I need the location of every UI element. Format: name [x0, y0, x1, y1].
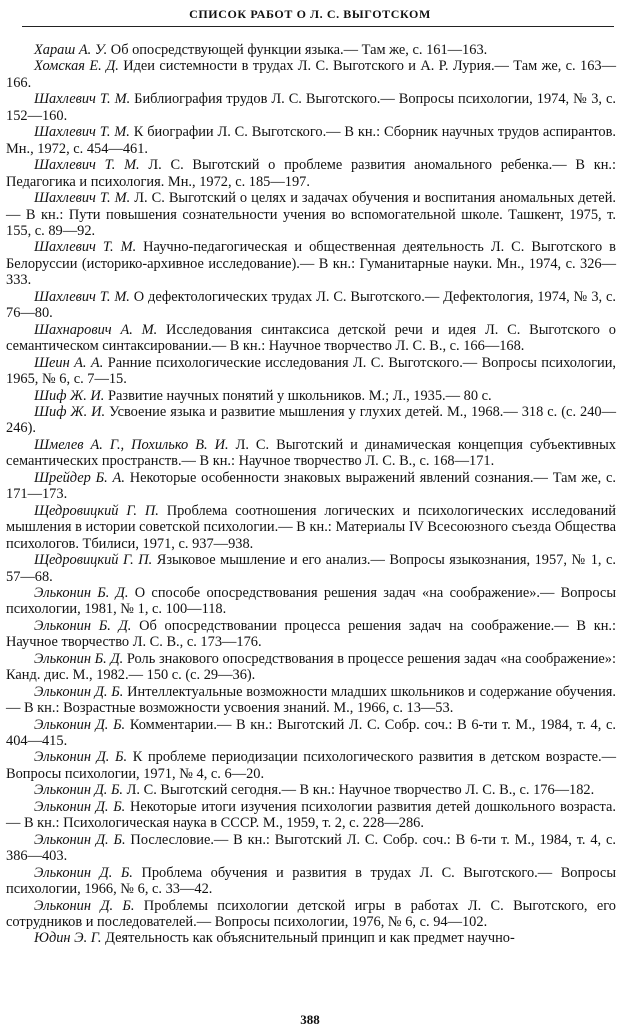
entry-text: Проблема обучения и развития в трудах Л. С. Выготского.— Вопросы психологии, 1966, № 6, с. 33—42.: [6, 864, 616, 898]
running-header: СПИСОК РАБОТ О Л. С. ВЫГОТСКОМ: [189, 7, 431, 21]
entry-author: Хараш А. У.: [34, 42, 108, 58]
entry-text: О способе опосредствования решения задач «на соображение».— Вопросы психологии, 1981, № 1, с. 100—118.: [6, 584, 616, 618]
bibliography-entry: [6, 503, 616, 552]
bibliography-entry: [6, 552, 616, 585]
entry-text: Комментарии.— В кн.: Выготский Л. С. Собр. соч.: В 6-ти т. М., 1984, т. 4, с. 404—415.: [6, 716, 616, 750]
bibliography-entry: [6, 42, 616, 58]
bibliography-entry: [6, 684, 616, 717]
entry-author: Эльконин Д. Б.: [34, 897, 135, 914]
entry-text: Некоторые особенности знаковых выражений явлений сознания.— Там же, с. 171—173.: [6, 469, 616, 503]
entry-author: Шрейдер Б. А.: [34, 469, 125, 486]
entry-author: Щедровицкий Г. П.: [34, 552, 153, 569]
entry-author: Эльконин Б. Д.: [34, 650, 124, 667]
bibliography-entry: [6, 322, 616, 355]
bibliography-entry: [6, 91, 616, 124]
bibliography-entry: [6, 930, 616, 946]
header-rule: [22, 26, 614, 27]
entry-text: Л. С. Выготский о целях и задачах обучения и воспитания аномальных детей.— В кн.: Пути повышения сознательности учения во вспомогательной школе. Ташкент, 1975, т. 155, с. 89—92.: [6, 190, 616, 239]
bibliography-entry: [6, 832, 616, 865]
entry-author: Шахлевич Т. М.: [34, 239, 137, 256]
bibliography-list: [6, 42, 616, 947]
entry-author: Шахнарович А. М.: [34, 321, 158, 338]
entry-text: Л. С. Выготский сегодня.— В кн.: Научное творчество Л. С. В., с. 176—182.: [123, 782, 595, 799]
entry-text: Идеи системности в трудах Л. С. Выготского и А. Р. Лурия.— Там же, с. 163—166.: [6, 58, 616, 91]
entry-text: О дефектологических трудах Л. С. Выготского.— Дефектология, 1974, № 3, с. 76—80.: [6, 288, 616, 322]
entry-author: Эльконин Д. Б.: [34, 782, 124, 799]
entry-text: Языковое мышление и его анализ.— Вопросы языкознания, 1957, № 1, с. 57—68.: [6, 552, 616, 585]
bibliography-entry: [6, 585, 616, 618]
bibliography-entry: [6, 124, 616, 157]
bibliography-entry: [6, 618, 616, 651]
bibliography-entry: [6, 388, 616, 404]
entry-text: Об опосредствовании процесса решения задач на соображение.— В кн.: Научное творчество Л. С. В., с. 173—176.: [6, 617, 616, 651]
bibliography-entry: [6, 190, 616, 239]
bibliography-entry: [6, 799, 616, 832]
bibliography-entry: [6, 437, 616, 470]
entry-author: Шмелев А. Г., Похилько В. И.: [34, 436, 229, 453]
entry-author: Щедровицкий Г. П.: [34, 502, 159, 519]
entry-text: Проблема соотношения логических и психологических исследований мышления в истории советской психологии.— В кн.: Материалы IV Всесоюзного съезда Общества психологов. Тбилиси, 1971, с. 937—938.: [6, 502, 616, 552]
bibliography-entry: [6, 404, 616, 437]
entry-text: Интеллектуальные возможности младших школьников и содержание обучения.— В кн.: Возрастные возможности усвоения знаний. М., 1966, с. 13—53.: [6, 683, 616, 717]
entry-author: Юдин Э. Г.: [34, 930, 102, 947]
entry-text: Деятельность как объяснительный принцип и как предмет научно-: [101, 930, 515, 947]
bibliography-entry: [6, 717, 616, 750]
entry-author: Шиф Ж. И.: [34, 403, 106, 420]
bibliography-entry: [6, 749, 616, 782]
bibliography-entry: [6, 157, 616, 190]
bibliography-entry: [6, 470, 616, 503]
entry-text: Научно-педагогическая и общественная деятельность Л. С. Выготского в Белоруссии (историко-архивное исследование).— В кн.: Гуманитарные науки. Мн., 1974, с. 326—333.: [6, 239, 616, 289]
page-number: 388: [300, 1012, 320, 1027]
entry-text: Л. С. Выготский и динамическая концепция субъективных семантических пространств.— В кн.: Научное творчество Л. С. В., с. 168—171.: [6, 436, 616, 470]
entry-author: Эльконин Д. Б.: [34, 683, 124, 700]
entry-text: Библиография трудов Л. С. Выготского.— Вопросы психологии, 1974, № 3, с. 152—160.: [6, 91, 616, 124]
entry-text: Послесловие.— В кн.: Выготский Л. С. Собр. соч.: В 6-ти т. М., 1984, т. 4, с. 386—403.: [6, 831, 616, 865]
bibliography-entry: [6, 355, 616, 388]
entry-text: Исследования синтаксиса детской речи и идея Л. С. Выготского о семантическом синтаксировании.— В кн.: Научное творчество Л. С. В., с. 166—168.: [6, 321, 616, 355]
bibliography-entry: [6, 782, 616, 798]
entry-author: Эльконин Д. Б.: [34, 831, 126, 848]
entry-author: Эльконин Д. Б.: [34, 749, 128, 766]
bibliography-entry: [6, 289, 616, 322]
bibliography-entry: [6, 58, 616, 91]
entry-text: Проблемы психологии детской игры в работах Л. С. Выготского, его сотрудников и последователей.— Вопросы психологии, 1976, № 6, с. 94—102.: [6, 897, 616, 931]
entry-text: Некоторые итоги изучения психологии развития детей дошкольного возраста.— В кн.: Психологическая наука в СССР. М., 1959, т. 2, с. 228—286.: [6, 798, 617, 832]
entry-author: Шахлевич Т. М.: [34, 91, 131, 108]
entry-author: Шахлевич Т. М.: [34, 124, 130, 141]
bibliography-entry: [6, 865, 616, 898]
entry-text: Роль знакового опосредствования в процессе решения задач «на соображение»: Канд. дис. М., 1982.— 150 с. (с. 29—36).: [6, 650, 616, 684]
entry-author: Шиф Ж. И.: [34, 387, 105, 404]
entry-author: Шахлевич Т. М.: [34, 157, 140, 174]
entry-author: Шеин А. А.: [34, 354, 104, 371]
bibliography-entry: [6, 651, 616, 684]
entry-text: Л. С. Выготский о проблеме развития аномального ребенка.— В кн.: Педагогика и психология. Мн., 1972, с. 185—197.: [6, 157, 616, 190]
entry-author: Эльконин Д. Б.: [34, 716, 126, 733]
entry-author: Шахлевич Т. М.: [34, 288, 130, 305]
bibliography-entry: [6, 239, 616, 288]
entry-text: Усвоение языка и развитие мышления у глухих детей. М., 1968.— 318 с. (с. 240—246).: [6, 403, 616, 437]
bibliography-entry: [6, 898, 616, 931]
entry-text: К проблеме периодизации психологического развития в детском возрасте.— Вопросы психологии, 1971, № 4, с. 6—20.: [6, 749, 616, 782]
entry-author: Эльконин Д. Б.: [34, 864, 133, 881]
entry-author: Хомская Е. Д.: [34, 58, 119, 75]
entry-author: Эльконин Д. Б.: [34, 798, 126, 815]
entry-text: Ранние психологические исследования Л. С. Выготского.— Вопросы психологии, 1965, № 6, с. 7—15.: [6, 354, 616, 388]
entry-author: Шахлевич Т. М.: [34, 190, 131, 207]
entry-author: Эльконин Б. Д.: [34, 584, 129, 601]
entry-text: К биографии Л. С. Выготского.— В кн.: Сборник научных трудов аспирантов. Мн., 1972, с. 454—461.: [6, 124, 616, 157]
entry-text: Развитие научных понятий у школьников. М.; Л., 1935.— 80 с.: [104, 387, 492, 404]
entry-author: Эльконин Б. Д.: [34, 617, 132, 634]
entry-text: Об опосредствующей функции языка.— Там же, с. 161—163.: [107, 42, 488, 58]
